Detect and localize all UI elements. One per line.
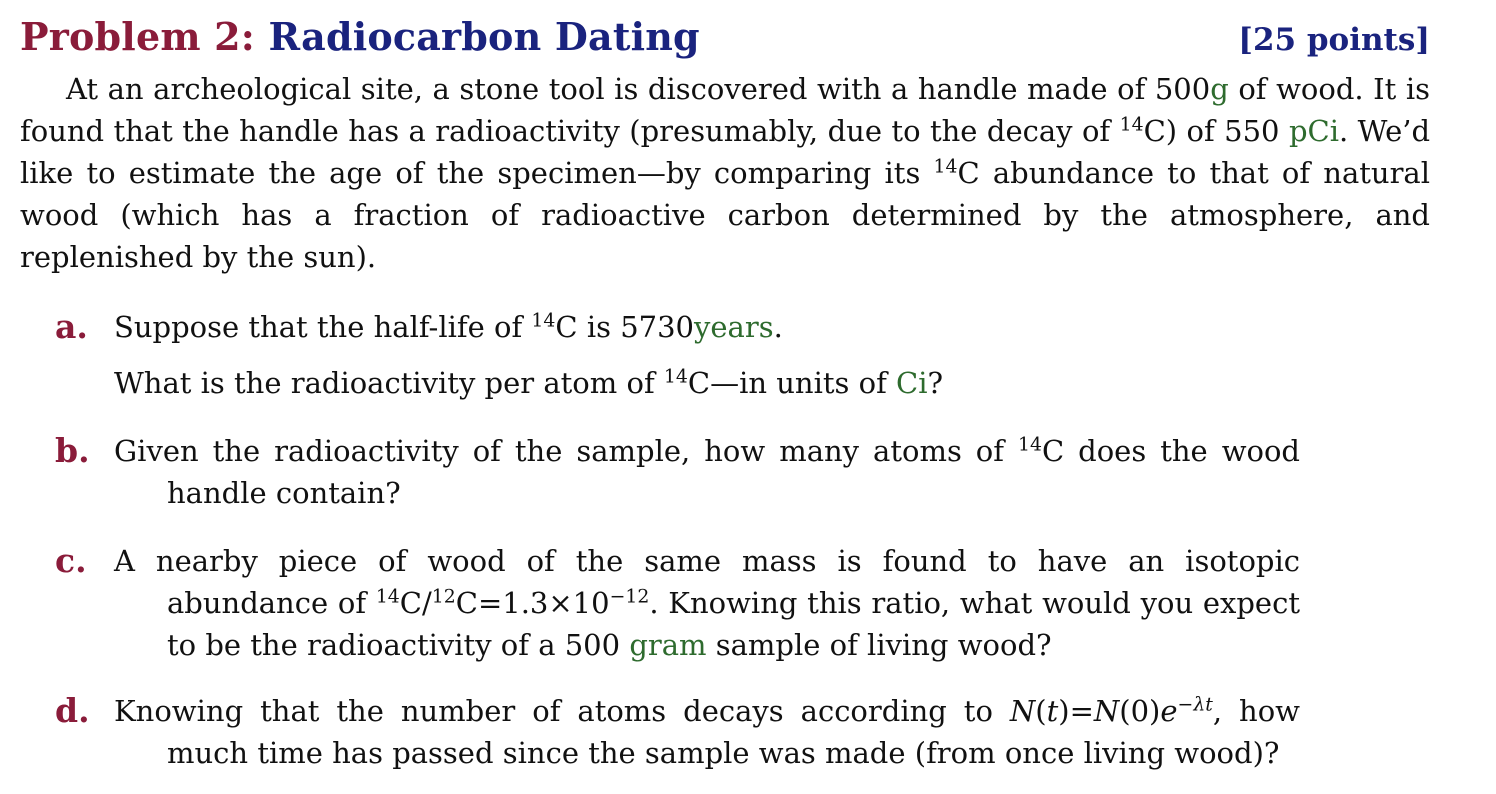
points-badge: [25 points]: [1238, 22, 1430, 58]
intro-text: C) of 550: [1143, 114, 1289, 148]
part-text-run: (: [1035, 694, 1047, 728]
part-letter: c.: [55, 541, 87, 580]
problem-page: [20, 10, 1430, 278]
part-text-run: sample of living wood?: [706, 628, 1052, 662]
part-text-run: )=: [1058, 694, 1094, 728]
isotope-superscript: 14: [933, 156, 958, 178]
intro-text: C abundance to that of natural wood (which has a fraction of radioactive carbon determined by the atmosphere, and replenished by the sun).: [20, 156, 1430, 274]
isotope-superscript: 14: [531, 310, 556, 332]
part-text-run: . Knowing this ratio, what would you expect to be the radioactivity of a 500: [167, 586, 1300, 662]
part-text: [114, 430, 1300, 514]
math-symbol: N: [1009, 694, 1036, 728]
part-letter: a.: [55, 307, 88, 346]
unit-label: g: [1210, 72, 1229, 106]
part-text-run: C/: [399, 586, 432, 620]
intro-text: of wood. It is found that the handle has a radioactivity (presumably, due to the decay of: [20, 72, 1431, 148]
part-c: [55, 540, 1300, 666]
part-text-run: Suppose that the half-life of: [114, 310, 532, 344]
intro-text: At an archeological site, a stone tool is discovered with a handle made of 500: [66, 72, 1211, 106]
part-text-run: A nearby piece of wood of the same mass is found to have an isotopic abundance of: [114, 544, 1300, 620]
intro-paragraph: [20, 68, 1430, 278]
isotope-superscript: 14: [1018, 434, 1042, 456]
part-text-run: C does the wood handle contain?: [167, 434, 1300, 510]
isotope-superscript: 14: [375, 586, 400, 608]
part-a-question: [114, 362, 943, 404]
part-letter: b.: [55, 431, 90, 470]
part-text-run: C=1.3×10: [455, 586, 610, 620]
part-text-run: C—in units of: [687, 366, 897, 400]
part-d: [55, 690, 1300, 774]
part-text: [114, 306, 1300, 348]
problem-label: Problem 2:: [20, 14, 256, 59]
unit-label: years: [694, 310, 774, 344]
intro-text: . We’d like to estimate the age of the specimen—by comparing its: [20, 114, 1431, 190]
part-text-run: ?: [927, 366, 944, 400]
exponent-superscript: −λt: [1177, 694, 1213, 716]
part-text-run: (0): [1119, 694, 1161, 728]
math-symbol: N: [1093, 694, 1120, 728]
unit-label: pCi: [1288, 114, 1339, 148]
part-text: [114, 690, 1300, 774]
part-b: [55, 430, 1300, 514]
part-text-run: , how much time has passed since the sample was made (from once living wood)?: [167, 694, 1300, 770]
part-text-run: What is the radioactivity per atom of: [114, 366, 664, 400]
problem-title: [20, 14, 700, 59]
part-letter: d.: [55, 691, 90, 730]
problem-parts: [55, 298, 1300, 778]
problem-header: [20, 10, 1430, 68]
unit-label: gram: [629, 628, 707, 662]
part-a: [55, 306, 1300, 348]
part-text-run: Knowing that the number of atoms decays according to: [114, 694, 1010, 728]
problem-name: Radiocarbon Dating: [268, 14, 700, 59]
part-text-run: .: [773, 310, 783, 344]
part-text: [114, 540, 1300, 666]
exponent-superscript: −12: [609, 586, 650, 608]
isotope-superscript: 12: [431, 586, 456, 608]
isotope-superscript: 14: [663, 366, 688, 388]
part-text-run: C is 5730: [555, 310, 694, 344]
math-symbol: e: [1160, 694, 1178, 728]
unit-label: Ci: [896, 366, 928, 400]
math-symbol: t: [1046, 694, 1059, 728]
part-text-run: Given the radioactivity of the sample, how many atoms of: [114, 434, 1018, 468]
isotope-superscript: 14: [1119, 114, 1144, 136]
